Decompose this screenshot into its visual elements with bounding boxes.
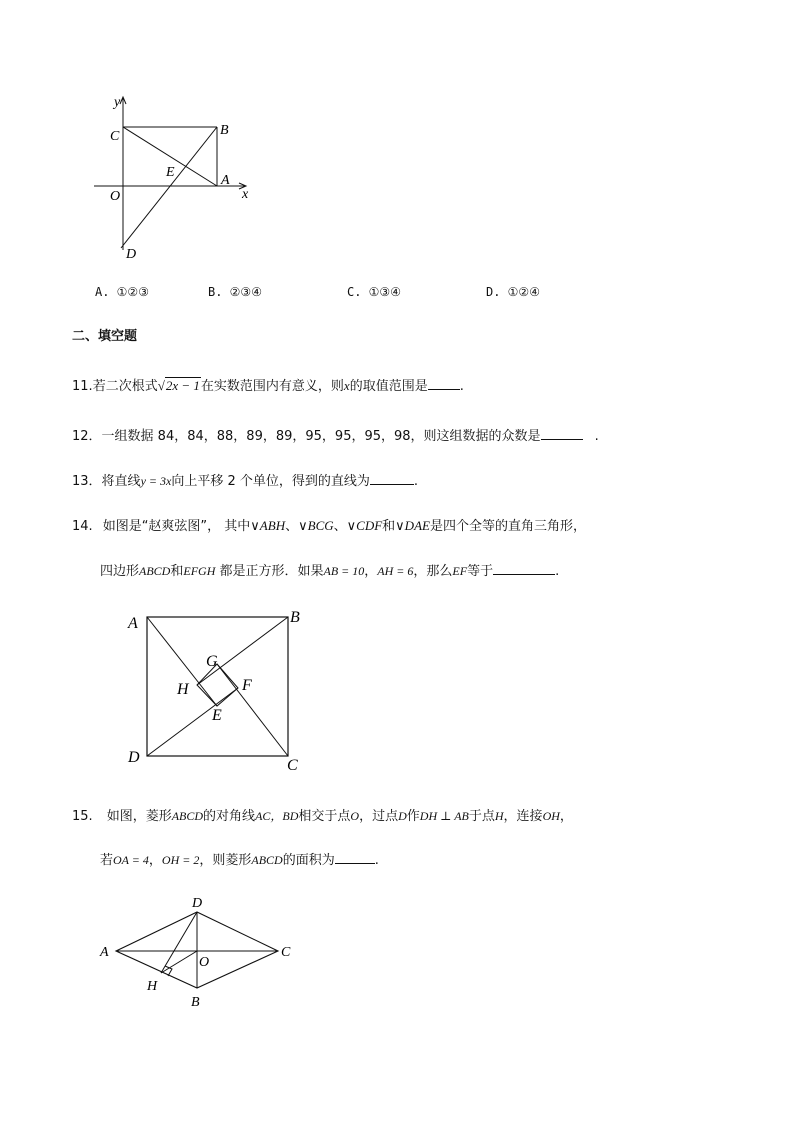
segment-bh [197, 617, 288, 685]
label-c: C [281, 945, 291, 960]
q11-var: x [343, 378, 350, 393]
q14-ab: AB = 10 [323, 564, 365, 578]
q14-text-1: 如图是“赵爽弦图”， 其中 [102, 519, 251, 534]
segment-cg [217, 664, 288, 756]
q14-sep-2: 、 [333, 519, 347, 534]
q15-l2-text-3: 的面积为 [282, 853, 335, 868]
zhao-shuang-figure [120, 600, 320, 780]
q15-text-7: ，连接 [503, 809, 543, 824]
q14-ah: AH = 6 [377, 564, 414, 578]
label-h: H [177, 681, 189, 698]
q11-radical: √2x − 1 [157, 378, 200, 393]
question-13 [72, 472, 418, 491]
section-title: 二、填空题 [72, 329, 138, 344]
q14-l2-text-4: 等于 [467, 564, 494, 579]
q13-number: 13． [72, 474, 102, 489]
label-c: C [110, 129, 120, 144]
q15-h: H [494, 809, 504, 823]
q13-equation: y = 3x [140, 474, 172, 488]
label-c: C [287, 757, 298, 774]
q15-d: D [398, 809, 407, 823]
label-g: G [206, 653, 218, 670]
q14-number: 14. [72, 519, 93, 534]
q14-sep-1: 、 [285, 519, 299, 534]
label-h: H [147, 979, 158, 994]
label-o: O [110, 189, 121, 204]
question-14-line-1 [72, 517, 586, 536]
q11-text-2: 在实数范围内有意义，则 [200, 379, 344, 394]
label-b: B [290, 609, 300, 626]
q15-ac-bd: AC，BD [255, 809, 299, 823]
rhombus-figure [95, 888, 305, 1013]
q11-text-1: 若二次根式 [92, 379, 158, 394]
label-o: O [199, 955, 210, 970]
segment-oh [161, 951, 197, 973]
option-c[interactable]: C. ①③④ [347, 285, 401, 299]
q11-number: 11. [72, 379, 93, 394]
q15-text-5: 作 [406, 809, 420, 824]
segment-db [121, 127, 217, 248]
q14-and-2: 和 [170, 564, 184, 579]
q11-radicand: 2x − 1 [165, 378, 200, 393]
q13-text-2: 向上平移 2 个单位，得到的直线为 [171, 474, 370, 489]
label-f: F [242, 677, 252, 694]
option-a[interactable]: A. ①②③ [95, 285, 149, 299]
q14-triangle-abh: ∨ABH [250, 518, 286, 533]
q14-triangle-cdf: ∨CDF [346, 518, 383, 533]
q15-end: . [374, 853, 379, 868]
square-abcd [147, 617, 288, 756]
q13-end: . [413, 474, 418, 489]
q11-end: . [459, 379, 464, 394]
q14-l2-text-3: ，那么 [413, 564, 453, 579]
label-a: A [100, 945, 109, 960]
q14-answer-blank[interactable] [493, 562, 555, 575]
q15-l2-text-1: 若 [100, 853, 114, 868]
q11-answer-blank[interactable] [428, 377, 460, 390]
q14-l2-text-2: 都是正方形．如果 [215, 564, 324, 579]
label-b: B [191, 995, 200, 1010]
question-11 [72, 377, 464, 396]
q14-ef: EF [452, 564, 468, 578]
q15-oh: OH [542, 809, 560, 823]
question-14-line-2 [100, 562, 559, 581]
q15-o: O [350, 809, 360, 823]
q14-triangle-dae: ∨DAE [395, 518, 430, 533]
question-12 [72, 427, 599, 446]
q15-abcd-2: ABCD [251, 853, 283, 867]
label-a: A [128, 615, 138, 632]
segment-df [147, 688, 238, 756]
q14-end: . [555, 564, 560, 579]
q12-answer-blank[interactable] [541, 427, 583, 440]
q15-oh-2: OH = 2 [161, 853, 200, 867]
q14-efgh: EFGH [183, 564, 216, 578]
q14-abcd: ABCD [139, 564, 171, 578]
q15-comma: ， [148, 853, 162, 868]
label-d: D [128, 749, 140, 766]
question-15-line-1 [72, 807, 573, 826]
q13-answer-blank[interactable] [370, 472, 414, 485]
q15-text-8: ， [559, 809, 573, 824]
q15-perp: DH ⊥ AB [419, 809, 469, 823]
q15-oa: OA = 4 [113, 853, 149, 867]
q12-end: . [594, 429, 599, 444]
q15-text-1: 如图，菱形 [106, 809, 172, 824]
q14-triangle-bcg: ∨BCG [298, 518, 334, 533]
q14-and: 和 [382, 519, 396, 534]
option-b[interactable]: B. ②③④ [208, 285, 262, 299]
label-d: D [126, 247, 137, 262]
q15-abcd: ABCD [171, 809, 204, 823]
label-a: A [221, 173, 230, 188]
q15-text-3: 相交于点 [298, 809, 351, 824]
q13-text-1: 将直线 [101, 474, 141, 489]
label-d: D [192, 896, 203, 911]
q15-l2-text-2: ，则菱形 [199, 853, 252, 868]
q14-l2-text-1: 四边形 [100, 564, 140, 579]
q15-text-6: 于点 [468, 809, 495, 824]
q11-text-3: 的取值范围是 [349, 379, 428, 394]
question-15-line-2 [100, 851, 379, 870]
q15-text-4: ，过点 [359, 809, 399, 824]
q15-number: 15. [72, 809, 93, 824]
label-x: x [242, 187, 249, 202]
q14-text-2: 是四个全等的直角三角形， [429, 519, 586, 534]
label-e: E [212, 707, 222, 724]
q12-text: 12．一组数据 84，84，88，89，89，95，95，95，98，则这组数据的众数是 [72, 429, 541, 444]
label-y: y [114, 95, 121, 110]
option-d[interactable]: D. ①②④ [486, 285, 540, 299]
q14-comma: ， [364, 564, 378, 579]
q15-answer-blank[interactable] [335, 851, 375, 864]
label-b: B [220, 123, 229, 138]
label-e: E [166, 165, 175, 180]
q15-text-2: 的对角线 [203, 809, 256, 824]
coordinate-figure [86, 90, 266, 265]
